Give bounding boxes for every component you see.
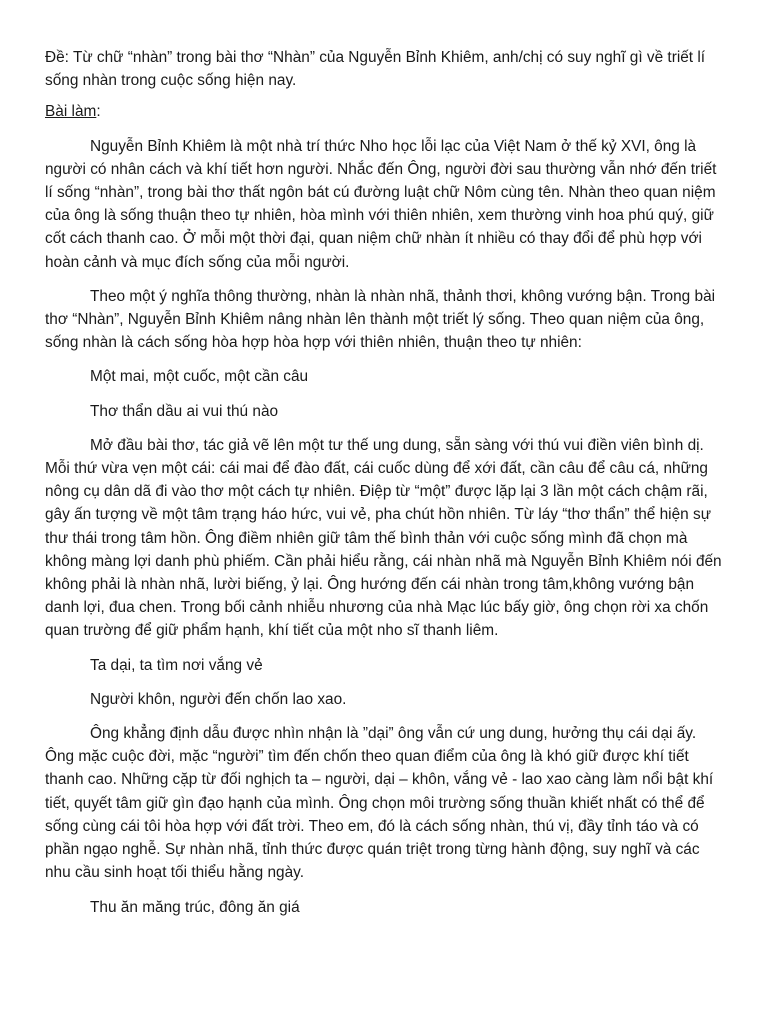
essay-prompt: Đề: Từ chữ “nhàn” trong bài thơ “Nhàn” của Nguyễn Bỉnh Khiêm, anh/chị có suy nghĩ gì về triết lí sống nhàn trong cuộc sống hiện nay. — [45, 49, 706, 90]
body-paragraph: Theo một ý nghĩa thông thường, nhàn là nhàn nhã, thảnh thơi, không vướng bận. Trong bài thơ “Nhàn”, Nguyễn Bỉnh Khiêm nâng nhàn lên thành một triết lý sống. Theo quan niệm của ông, sống nhàn là cách sống hòa hợp hòa hợp với thiên nhiên, thuận theo tự nhiên: — [45, 287, 716, 352]
verse-line: Thu ăn măng trúc, đông ăn giá — [90, 898, 300, 916]
body-paragraph: Nguyễn Bỉnh Khiêm là một nhà trí thức Nho học lỗi lạc của Việt Nam ở thế kỷ XVI, ông là người có nhân cách và khí tiết hơn người. Nhắc đến Ông, người đời sau thường vẫn nhớ đến triết lí sống “nhàn”, trong bài thơ thất ngôn bát cú đường luật chữ Nôm cùng tên. Nhàn theo quan niệm của ông là sống thuận theo tự nhiên, hòa mình với thiên nhiên, xem thường vinh hoa phú quý, giữ cốt cách thanh cao. Ở mỗi một thời đại, quan niệm chữ nhàn ít nhiều có thay đổi để phù hợp với hoàn cảnh và mục đích sống của mỗi người. — [45, 137, 717, 271]
essay-heading-label: Bài làm — [45, 103, 97, 121]
body-paragraph: Ông khẳng định dẫu được nhìn nhận là ”dại” ông vẫn cứ ung dung, hưởng thụ cái dại ấy. Ông mặc cuộc đời, mặc “người” tìm đến chốn theo quan điểm của ông là khó giữ được khí tiết thanh cao. Những cặp từ đối nghịch ta – người, dại – khôn, vắng vẻ - lao xao càng làm nổi bật khí tiết, quyết tâm giữ gìn đạo hạnh của mình. Ông chọn môi trường sống thuần khiết nhất có thể để sống cùng cái tôi hòa hợp với đất trời. Theo em, đó là cách sống nhàn, thú vị, đầy tỉnh táo và có phần ngạo nghễ. Sự nhàn nhã, tỉnh thức được quán triệt trong từng hành động, suy nghĩ và các nhu cầu sinh hoạt tối thiểu hằng ngày. — [45, 725, 714, 882]
verse-line: Một mai, một cuốc, một cần câu — [90, 368, 309, 386]
verse-line: Ta dại, ta tìm nơi vắng vẻ — [90, 656, 263, 674]
essay-heading-colon: : — [96, 103, 101, 121]
verse-line: Thơ thẩn dầu ai vui thú nào — [90, 402, 279, 420]
body-paragraph: Mở đầu bài thơ, tác giả vẽ lên một tư thế ung dung, sẵn sàng với thú vui điền viên bình dị. Mỗi thứ vừa vẹn một cái: cái mai để đào đất, cái cuốc dùng để xới đất, cần câu để câu cá, những nông cụ dân dã đi vào thơ một cách tự nhiên. Điệp từ “một” được lặp lại 3 lần một cách chậm rãi, gây ấn tượng về một tâm trạng háo hức, vui vẻ, pha chút hồn nhiên. Từ láy “thơ thẩn” thể hiện sự thư thái trong tâm hồn. Ông điềm nhiên giữ tâm thế bình thản với cuộc sống mình đã chọn mà không màng lợi danh phù phiếm. Cần phải hiểu rằng, cái nhàn nhã mà Nguyễn Bỉnh Khiêm nói đến không phải là nhàn nhã, lười biếng, ỷ lại. Ông hướng đến cái nhàn trong tâm,không vướng bận danh lợi, đua chen. Trong bối cảnh nhiễu nhương của nhà Mạc lúc bấy giờ, ông chọn rời xa chốn quan trường để giữ phẩm hạnh, khí tiết của một nho sĩ thanh liêm. — [45, 436, 722, 640]
verse-line: Người khôn, người đến chốn lao xao. — [90, 690, 347, 708]
essay-heading — [45, 100, 728, 123]
